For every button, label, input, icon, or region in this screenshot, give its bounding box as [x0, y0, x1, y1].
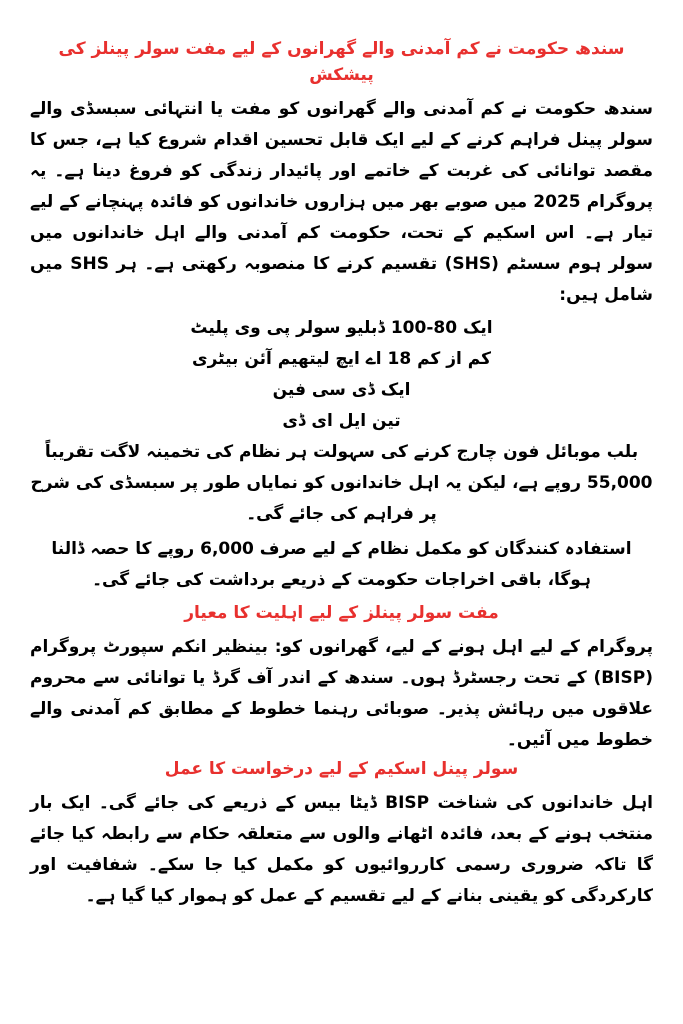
- intro-paragraph: سندھ حکومت نے کم آمدنی والے گھرانوں کو مفت یا انتہائی سبسڈی والے سولر پینل فراہم کرنے کے لیے ایک قابل تحسین اقدام شروع کیا ہے، جس کا مقصد توانائی کی غربت کے خاتمے اور پائیدار زندگی کو فروغ دینا ہے۔ یہ پروگرام 2025 میں صوبے بھر میں ہزاروں خاندانوں کو فائدہ پہنچانے کے لیے تیار ہے۔ اس اسکیم کے تحت، حکومت کم آمدنی والے اہل خاندانوں میں سولر ہوم سسٹم (SHS) تقسیم کرنے کا منصوبہ رکھتی ہے۔ ہر SHS میں شامل ہیں:: [30, 99, 653, 305]
- cost-paragraph: بلب موبائل فون چارج کرنے کی سہولت ہر نظام کی تخمینہ لاگت تقریباً 55,000 روپے ہے، لیکن یہ اہل خاندانوں کو نمایاں طور پر سبسڈی کی شرح پر فراہم کی جائے گی۔: [30, 442, 653, 524]
- list-item: ایک ڈی سی فین: [272, 380, 411, 400]
- list-item: کم از کم 18 اے ایچ لیتھیم آئن بیٹری: [191, 349, 491, 369]
- eligibility-heading: مفت سولر پینلز کے لیے اہلیت کا معیار: [184, 603, 499, 623]
- application-heading: سولر پینل اسکیم کے لیے درخواست کا عمل: [164, 759, 519, 779]
- shs-components-list: [30, 313, 653, 437]
- list-item: ایک 80-100 ڈبلیو سولر پی وی پلیٹ: [190, 318, 493, 338]
- beneficiary-paragraph: استفادہ کنندگان کو مکمل نظام کے لیے صرف 6,000 روپے کا حصہ ڈالنا ہوگا، باقی اخراجات حکومت کے ذریعے برداشت کی جائے گی۔: [51, 539, 632, 590]
- article-title: سندھ حکومت نے کم آمدنی والے گھرانوں کے لیے مفت سولر پینلز کی پیشکش: [58, 39, 625, 85]
- list-item: تین ایل ای ڈی: [282, 411, 401, 431]
- eligibility-paragraph: پروگرام کے لیے اہل ہونے کے لیے، گھرانوں کو: بینظیر انکم سپورٹ پروگرام (BISP) کے تحت رجسٹرڈ ہوں۔ سندھ کے اندر آف گرڈ یا توانائی سے محروم علاقوں میں رہائش پذیر۔ صوبائی رہنما خطوط کے مطابق کم آمدنی والے خطوط میں آئیں۔: [30, 637, 653, 750]
- application-paragraph: اہل خاندانوں کی شناخت BISP ڈیٹا بیس کے ذریعے کی جائے گی۔ ایک بار منتخب ہونے کے بعد، فائدہ اٹھانے والوں سے متعلقہ حکام سے رابطہ کیا جائے گا تاکہ ضروری رسمی کارروائیوں کو مکمل کیا جا سکے۔ شفافیت اور کارکردگی کو یقینی بنانے کے لیے تقسیم کے عمل کو ہموار کیا گیا ہے۔: [30, 793, 653, 906]
